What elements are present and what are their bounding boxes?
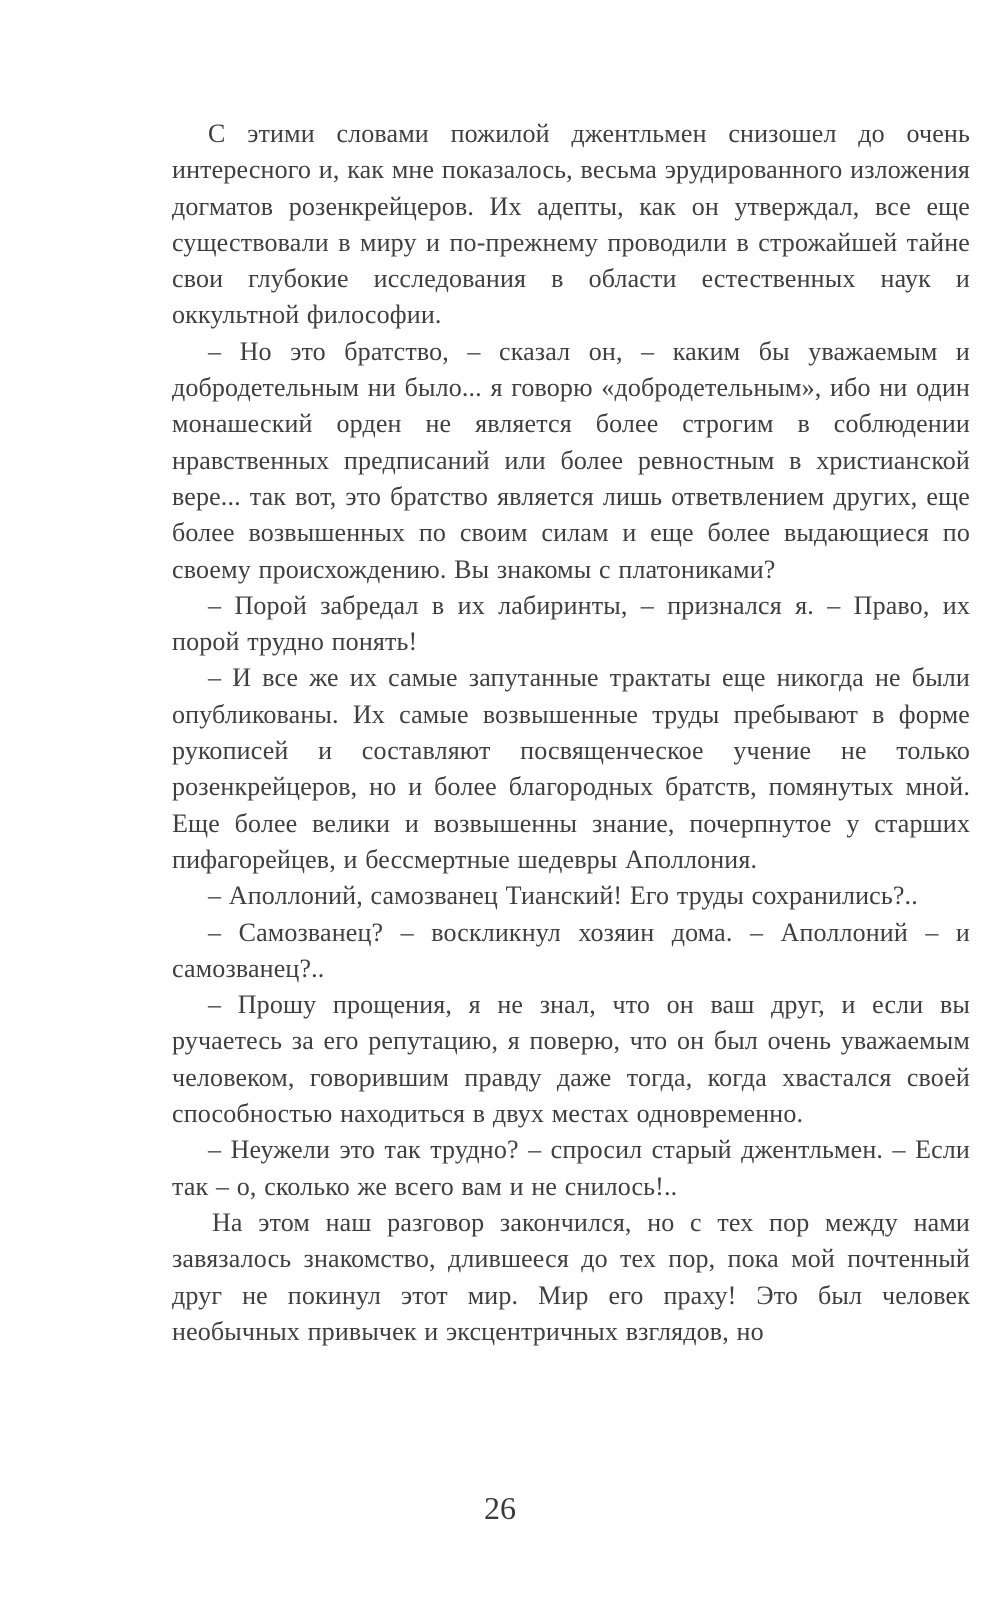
paragraph-conversation-end: На этом наш разговор закончился, но с тех пор между нами завязалось знакомство, длившееся до тех пор, пока мой почтенный друг не покинул этот мир. Мир его праху! Это был человек необычных привычек и эксцентричных взглядов, но bbox=[172, 1207, 970, 1346]
paragraph-treatises: – И все же их самые запутанные трактаты еще никогда не были опубликованы. Их самые возвышенные труды пребывают в форме рукописей и составляют посвященческое учение не только розенкрейцеров, но и более благородных братств, помянутых мной. Еще более велики и возвышенны знание, почерпнутое у старших пифагорейцев, и бессмертные шедевры Аполлония. bbox=[172, 663, 970, 874]
paragraph-impostor: – Самозванец? – воскликнул хозяин дома. – Аполлоний – и самозванец?.. bbox=[172, 917, 970, 983]
paragraph-labyrinths: – Порой забредал в их лабиринты, – признался я. – Право, их порой трудно понять! bbox=[172, 590, 970, 657]
paragraph-apollonius-question: – Аполлоний, самозванец Тианский! Его труды сохранились?.. bbox=[208, 881, 918, 911]
paragraph-brotherhood: – Но это братство, – сказал он, – каким бы уважаемым и добродетельным ни было... я говорю «добродетельным», ибо ни один монашеский орден не является более строгим в соблюдении нравственных предписаний или более ревностным в христианской вере... так вот, это братство является лишь ответвлением других, еще более возвышенных по своим силам и еще более выдающиеся по своему происхождению. Вы знакомы с платониками? bbox=[172, 336, 970, 584]
paragraph-difficult: – Неужели это так трудно? – спросил старый джентльмен. – Если так – о, сколько же всего вам и не снилось!.. bbox=[172, 1135, 970, 1201]
book-page-text bbox=[172, 116, 970, 1350]
paragraph-apology: – Прошу прощения, я не знал, что он ваш друг, и если вы ручаетесь за его репутацию, я поверю, что он был очень уважаемым человеком, говорившим правду даже тогда, когда хвастался своей способностью находиться в двух местах одновременно. bbox=[172, 990, 970, 1129]
page-number: 26 bbox=[484, 1490, 516, 1526]
paragraph-rosicrucians: С этими словами пожилой джентльмен снизошел до очень интересного и, как мне показалось, весьма эрудированного изложения догматов розенкрейцеров. Их адепты, как он утверждал, все еще существовали в миру и по-прежнему проводили в строжайшей тайне свои глубокие исследования в области естественных наук и оккультной философии. bbox=[172, 119, 970, 330]
